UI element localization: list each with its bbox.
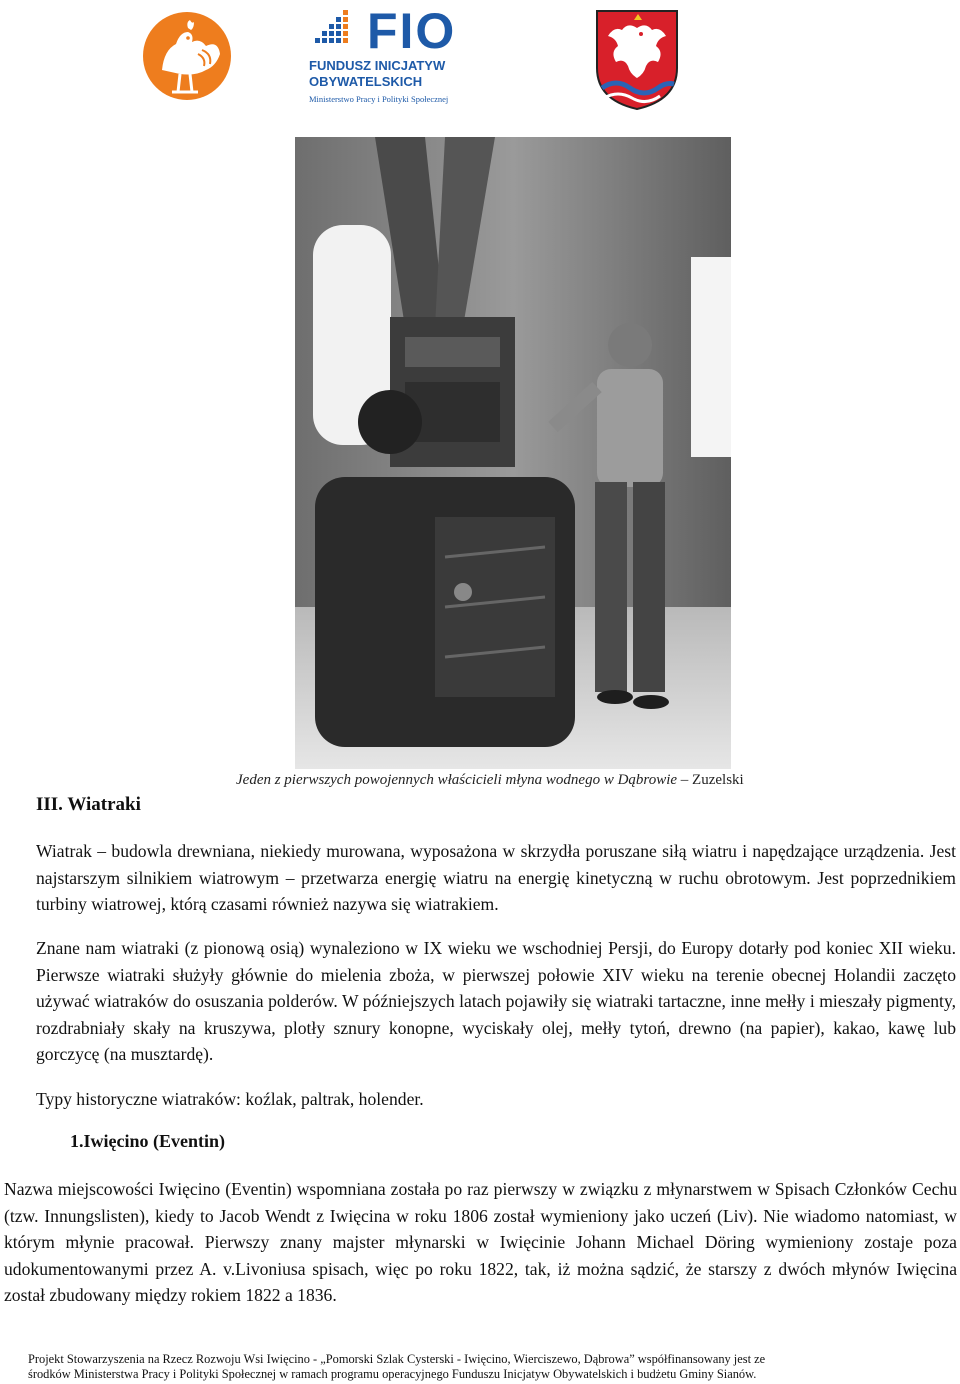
- footer: [28, 1352, 928, 1382]
- paragraph-definition: Wiatrak – budowla drewniana, niekiedy murowana, wyposażona w skrzydła poruszane siłą wiatru i napędzające urządzenia. Jest najstarszym silnikiem wiatrowym – przetwarza energię wiatru na energię kinetyczną w ruchu obrotowym. Jest poprzednikiem turbiny wiatrowej, którą czasami również nazywa się wiatrakiem.: [36, 841, 956, 914]
- subheading-iwiecino: 1.Iwięcino (Eventin): [70, 1131, 225, 1151]
- mill-photo: [295, 137, 731, 769]
- footer-line1: Projekt Stowarzyszenia na Rzecz Rozwoju Wsi Iwięcino - „Pomorski Szlak Cysterski - Iwięcino, Wierciszewo, Dąbrowa” współfinansowany jest ze: [28, 1352, 766, 1366]
- fio-logo: [305, 6, 480, 108]
- paragraph-history: Znane nam wiatraki (z pionową osią) wynaleziono w IX wieku we wschodniej Persji, do Europy dotarły pod koniec XII wieku. Pierwsze wiatraki służyły głównie do mielenia zboża, w pierwszej połowie XIV wieku na terenie obecnej Holandii zaczęto używać wiatraków do osuszania polderów. W późniejszych latach pojawiły się wiatraki tartaczne, inne mełły i mieszały pigmenty, rozdrabniały skały na kruszywa, plotły sznury konopne, wyciskały olej, mełły tytoń, drewno (na papier), kakao, kawę lub gorczycę (na musztardę).: [36, 938, 956, 1064]
- caption-text: Jeden z pierwszych powojennych właścicieli młyna wodnego w Dąbrowie –: [236, 772, 693, 788]
- fio-line1: FUNDUSZ INICJATYW: [309, 58, 446, 73]
- fio-acronym: FIO: [367, 6, 457, 59]
- paragraph-iwiecino: Nazwa miejscowości Iwięcino (Eventin) wspomniana została po raz pierwszy w związku z młynarstwem w Spisach Członków Cechu (tzw. Innungslisten), kiedy to Jacob Wendt z Iwięcina w roku 1806 został wymieniony jako uczeń (Liv). Nie wiadomo natomiast, w którym młynie pracował. Pierwszy znany majster młynarski w Iwięcinie Johann Michael Döring wymieniony zostaje poza udokumentowanymi przez A. v.Livoniusa spisach, więc po roku 1822, tak, iż można sądzić, że starszy z dwóch młynów Iwięcina został zbudowany między rokiem 1822 a 1836.: [4, 1179, 957, 1305]
- rooster-logo: [136, 10, 238, 104]
- caption-author: Zuzelski: [692, 772, 744, 788]
- coat-of-arms-logo: [594, 8, 680, 112]
- coat-of-arms-icon: [594, 8, 680, 112]
- fio-line3: Ministerstwo Pracy i Polityki Społecznej: [309, 94, 449, 104]
- section-title: III. Wiatraki: [36, 794, 141, 815]
- paragraph-types: Typy historyczne wiatraków: koźlak, paltrak, holender.: [36, 1089, 424, 1109]
- dots-icon: [315, 10, 348, 43]
- man-beside-mill-machine-photo: [295, 137, 731, 769]
- photo-caption: [236, 772, 744, 789]
- fio-line2: OBYWATELSKICH: [309, 74, 423, 89]
- footer-line2: środków Ministerstwa Pracy i Polityki Społecznej w ramach programu operacyjnego Funduszu Inicjatyw Obywatelskich i budżetu Gminy Sianów.: [28, 1367, 757, 1381]
- rooster-icon: [136, 10, 238, 104]
